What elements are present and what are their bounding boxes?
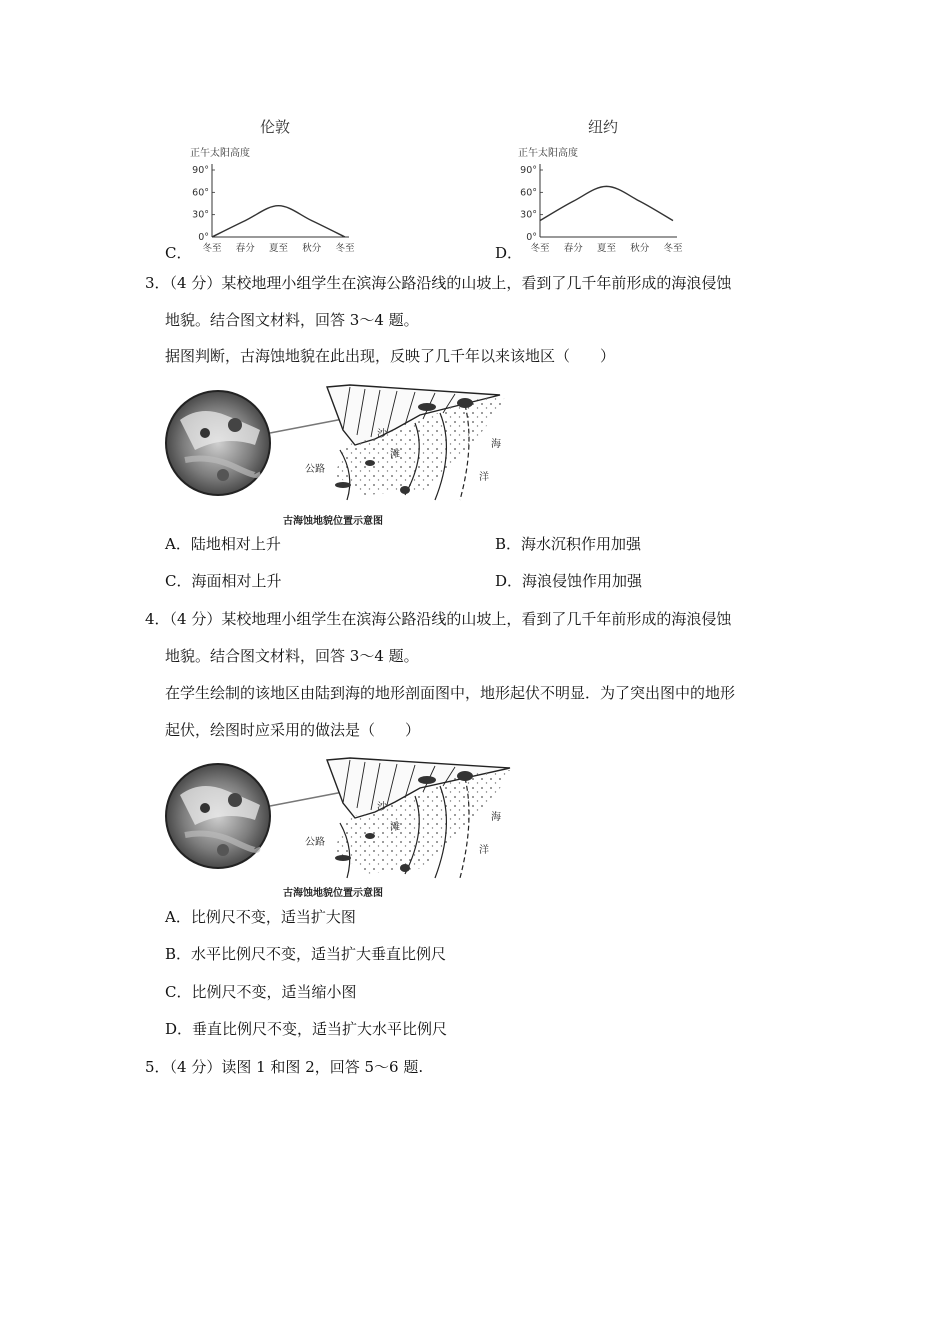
y-tick-label: 0° bbox=[198, 232, 209, 243]
q4-sea-label-2: 洋 bbox=[479, 845, 489, 856]
q4-figure bbox=[165, 750, 525, 905]
option-c-label: C． bbox=[165, 244, 192, 262]
q4-option-d[interactable]: D．垂直比例尺不变，适当扩大水平比例尺 bbox=[165, 1020, 448, 1038]
chart-london bbox=[190, 112, 370, 260]
x-tick-label: 春分 bbox=[235, 243, 255, 254]
q3-sand-label-1: 沙 bbox=[377, 429, 387, 440]
q4-sand-label-2: 滩 bbox=[390, 822, 400, 833]
option-d-label: D． bbox=[495, 244, 523, 262]
y-tick-label: 60° bbox=[192, 187, 209, 199]
x-tick-label: 秋分 bbox=[630, 243, 650, 254]
chart-y-axis-label: 正午太阳高度 bbox=[190, 148, 250, 159]
q4-road-label: 公路 bbox=[305, 837, 325, 848]
chart-new-york bbox=[518, 112, 698, 260]
chart-title: 纽约 bbox=[587, 118, 619, 136]
chart-title: 伦敦 bbox=[259, 118, 291, 136]
q3-option-a[interactable]: A．陆地相对上升 bbox=[165, 535, 281, 553]
q3-option-d[interactable]: D．海浪侵蚀作用加强 bbox=[495, 572, 643, 590]
x-tick-label: 秋分 bbox=[302, 243, 322, 254]
x-tick-label: 夏至 bbox=[596, 243, 617, 254]
x-tick-label: 冬至 bbox=[335, 243, 355, 254]
y-tick-label: 90° bbox=[192, 165, 209, 176]
chart-series-line bbox=[212, 206, 345, 237]
q3-figure bbox=[165, 375, 525, 530]
x-tick-label: 春分 bbox=[563, 243, 583, 254]
x-tick-label: 夏至 bbox=[268, 243, 289, 254]
q3-question: 据图判断，古海蚀地貌在此出现，反映了几千年以来该地区（ ） bbox=[165, 347, 616, 365]
y-tick-label: 60° bbox=[520, 187, 537, 199]
q4-stem-line1: 4．（4 分）某校地理小组学生在滨海公路沿线的山坡上，看到了几千年前形成的海浪侵蚀 bbox=[145, 610, 732, 628]
q4-option-c[interactable]: C．比例尺不变，适当缩小图 bbox=[165, 983, 357, 1001]
y-tick-label: 90° bbox=[520, 165, 537, 176]
q3-stem-line2: 地貌。结合图文材料，回答 3～4 题。 bbox=[165, 311, 419, 329]
chart-series-line bbox=[540, 186, 673, 220]
x-tick-label: 冬至 bbox=[530, 243, 550, 254]
q3-option-b[interactable]: B．海水沉积作用加强 bbox=[495, 535, 642, 553]
q4-question-line2: 起伏，绘图时应采用的做法是（ ） bbox=[165, 721, 421, 739]
q4-question-line1: 在学生绘制的该地区由陆到海的地形剖面图中，地形起伏不明显．为了突出图中的地形 bbox=[165, 684, 736, 702]
y-tick-label: 0° bbox=[526, 232, 537, 243]
q3-road-label: 公路 bbox=[305, 464, 325, 475]
q5-stem: 5．（4 分）读图 1 和图 2，回答 5～6 题. bbox=[145, 1058, 424, 1076]
q3-sea-label-1: 海 bbox=[491, 439, 501, 450]
y-tick-label: 30° bbox=[192, 209, 209, 221]
q4-sand-label-1: 沙 bbox=[377, 802, 387, 813]
q4-option-a[interactable]: A．比例尺不变，适当扩大图 bbox=[165, 908, 356, 926]
q4-sea-label-1: 海 bbox=[491, 812, 501, 823]
q3-sand-label-2: 滩 bbox=[390, 449, 400, 460]
q4-option-b[interactable]: B．水平比例尺不变，适当扩大垂直比例尺 bbox=[165, 945, 447, 963]
q3-sea-label-2: 洋 bbox=[479, 472, 489, 483]
q3-stem-line1: 3．（4 分）某校地理小组学生在滨海公路沿线的山坡上，看到了几千年前形成的海浪侵蚀 bbox=[145, 274, 732, 292]
chart-y-axis-label: 正午太阳高度 bbox=[518, 148, 578, 159]
x-tick-label: 冬至 bbox=[663, 243, 683, 254]
q3-figure-caption: 古海蚀地貌位置示意图 bbox=[283, 516, 383, 527]
q3-option-c[interactable]: C．海面相对上升 bbox=[165, 572, 282, 590]
y-tick-label: 30° bbox=[520, 209, 537, 221]
q4-figure-caption: 古海蚀地貌位置示意图 bbox=[283, 888, 383, 899]
x-tick-label: 冬至 bbox=[202, 243, 222, 254]
q4-stem-line2: 地貌。结合图文材料，回答 3～4 题。 bbox=[165, 647, 419, 665]
